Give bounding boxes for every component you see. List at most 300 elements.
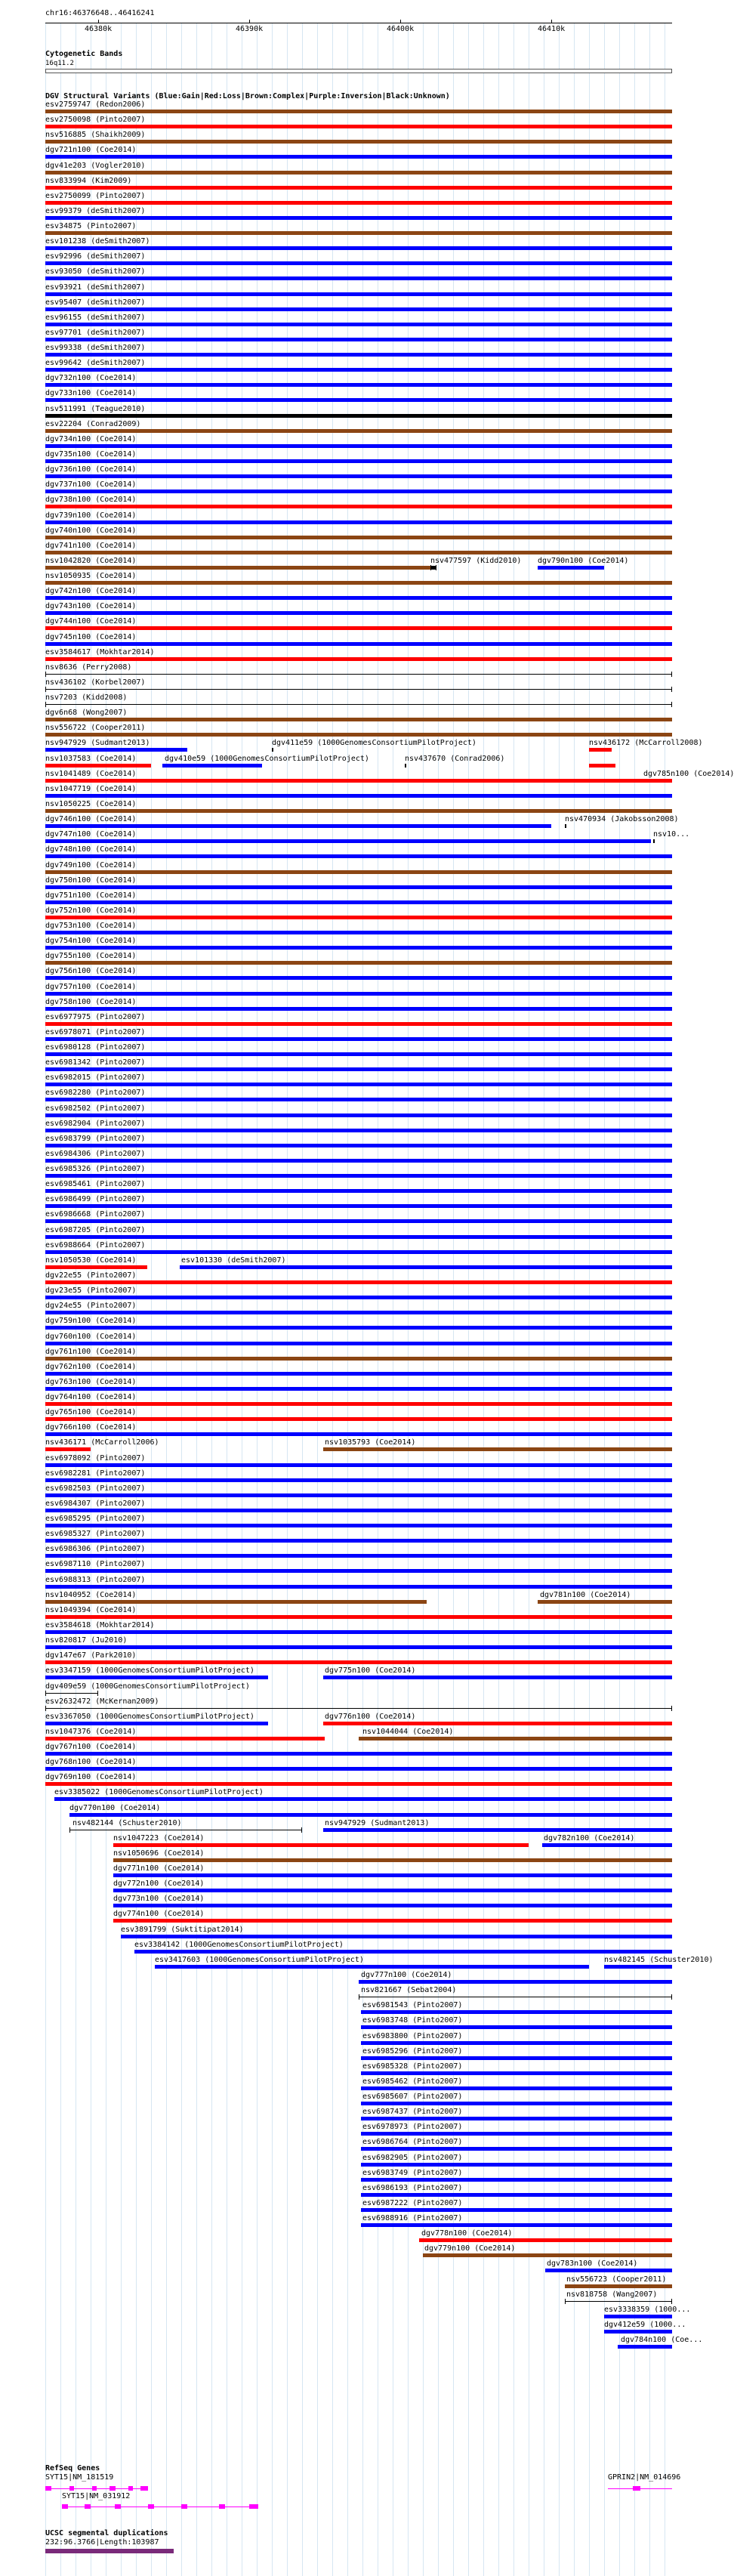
variant-label[interactable]: esv3385022 (1000GenomesConsortiumPilotProject) <box>54 1788 264 1796</box>
variant-label[interactable]: esv6983748 (Pinto2007) <box>362 2016 463 2025</box>
variant-label[interactable]: dgv752n100 (Coe2014) <box>45 907 137 915</box>
variant-bar[interactable] <box>45 642 672 646</box>
variant-label[interactable]: nsv1047223 (Coe2014) <box>113 1834 205 1842</box>
variant-bar[interactable] <box>45 1524 672 1527</box>
variant-label[interactable]: esv6986668 (Pinto2007) <box>45 1210 146 1219</box>
variant-bar[interactable] <box>45 1387 672 1391</box>
variant-label[interactable]: dgv748n100 (Coe2014) <box>45 845 137 854</box>
variant-label[interactable]: esv34875 (Pinto2007) <box>45 222 137 230</box>
variant-label[interactable]: esv101330 (deSmith2007) <box>181 1256 286 1265</box>
variant-label[interactable]: esv3584617 (Mokhtar2014) <box>45 648 155 656</box>
variant-label[interactable]: esv6982015 (Pinto2007) <box>45 1073 146 1082</box>
variant-bar[interactable] <box>361 2147 672 2151</box>
variant-label[interactable]: dgv767n100 (Coe2014) <box>45 1743 137 1751</box>
variant-label[interactable]: esv6983800 (Pinto2007) <box>362 2032 463 2040</box>
variant-bar[interactable] <box>45 976 672 980</box>
cytoband-track-title[interactable]: Cytogenetic Bands <box>45 50 123 58</box>
variant-bar[interactable] <box>45 1554 672 1558</box>
variant-bar[interactable] <box>45 307 672 311</box>
variant-bar[interactable] <box>121 1935 672 1938</box>
segdup-bar[interactable] <box>45 2549 174 2553</box>
variant-label[interactable]: esv2632472 (McKernan2009) <box>45 1697 159 1706</box>
variant-bar[interactable] <box>180 1265 672 1269</box>
variant-bar[interactable] <box>361 2178 672 2182</box>
variant-label[interactable]: dgv770n100 (Coe2014) <box>69 1804 161 1812</box>
variant-bar[interactable] <box>565 2301 672 2302</box>
variant-bar[interactable] <box>134 1950 672 1954</box>
variant-label[interactable]: esv6986764 (Pinto2007) <box>362 2138 463 2146</box>
variant-bar[interactable] <box>45 1478 672 1482</box>
variant-bar[interactable] <box>45 1402 672 1406</box>
refseq-exon[interactable] <box>109 2486 116 2491</box>
variant-label[interactable]: dgv745n100 (Coe2014) <box>45 633 137 641</box>
variant-bar[interactable] <box>45 748 187 752</box>
variant-label[interactable]: esv6984307 (Pinto2007) <box>45 1500 146 1508</box>
variant-bar[interactable] <box>359 1737 672 1740</box>
variant-label[interactable]: esv99379 (deSmith2007) <box>45 207 146 215</box>
variant-label[interactable]: dgv760n100 (Coe2014) <box>45 1333 137 1341</box>
variant-label[interactable]: nsv556722 (Cooper2011) <box>45 724 146 732</box>
refseq-exon[interactable] <box>92 2486 97 2491</box>
variant-label[interactable]: dgv785n100 (Coe2014) <box>643 770 734 778</box>
variant-label[interactable]: dgv773n100 (Coe2014) <box>113 1895 205 1903</box>
variant-label[interactable]: esv99338 (deSmith2007) <box>45 344 146 352</box>
variant-bar[interactable] <box>361 2041 672 2045</box>
variant-bar[interactable] <box>45 338 672 341</box>
variant-label[interactable]: dgv411e59 (1000GenomesConsortiumPilotProject) <box>272 739 476 747</box>
variant-bar[interactable] <box>113 1873 672 1877</box>
variant-label[interactable]: dgv757n100 (Coe2014) <box>45 983 137 991</box>
variant-bar[interactable] <box>45 794 672 798</box>
variant-bar[interactable] <box>604 2330 672 2334</box>
variant-bar[interactable] <box>45 733 672 737</box>
variant-bar[interactable] <box>323 1722 672 1725</box>
variant-bar[interactable] <box>45 429 672 433</box>
variant-bar[interactable] <box>45 885 672 889</box>
refseq-exon[interactable] <box>219 2504 225 2509</box>
variant-label[interactable]: dgv721n100 (Coe2014) <box>45 146 137 154</box>
refseq-gene-label[interactable]: SYT15|NM_181519 <box>45 2473 114 2482</box>
variant-label[interactable]: dgv761n100 (Coe2014) <box>45 1348 137 1356</box>
variant-label[interactable]: esv93050 (deSmith2007) <box>45 267 146 276</box>
variant-label[interactable]: dgv768n100 (Coe2014) <box>45 1758 137 1766</box>
variant-bar[interactable] <box>45 1752 672 1756</box>
variant-bar[interactable] <box>45 1615 672 1619</box>
variant-label[interactable]: nsv1047719 (Coe2014) <box>45 785 137 793</box>
variant-label[interactable]: esv6982502 (Pinto2007) <box>45 1104 146 1113</box>
variant-bar[interactable] <box>45 1372 672 1376</box>
variant-label[interactable]: dgv732n100 (Coe2014) <box>45 374 137 382</box>
variant-label[interactable]: dgv6n68 (Wong2007) <box>45 709 128 717</box>
variant-label[interactable]: esv6985296 (Pinto2007) <box>362 2047 463 2056</box>
variant-bar[interactable] <box>45 398 672 402</box>
refseq-gene-label[interactable]: GPRIN2|NM_014696 <box>608 2473 681 2482</box>
variant-bar[interactable] <box>45 1219 672 1223</box>
variant-bar[interactable] <box>45 824 551 828</box>
variant-label[interactable]: dgv742n100 (Coe2014) <box>45 587 137 595</box>
variant-label[interactable]: dgv738n100 (Coe2014) <box>45 496 137 504</box>
variant-label[interactable]: nsv818758 (Wang2007) <box>566 2290 658 2299</box>
variant-bar[interactable] <box>45 1067 672 1071</box>
variant-bar[interactable] <box>113 1919 672 1923</box>
variant-bar[interactable] <box>45 1676 268 1679</box>
variant-label[interactable]: esv6983799 (Pinto2007) <box>45 1135 146 1143</box>
variant-bar[interactable] <box>604 2315 672 2318</box>
variant-label[interactable]: nsv1050225 (Coe2014) <box>45 800 137 808</box>
variant-label[interactable]: esv6987110 (Pinto2007) <box>45 1560 146 1568</box>
refseq-exon[interactable] <box>140 2486 148 2491</box>
variant-bar[interactable] <box>45 276 672 280</box>
variant-label[interactable]: esv6988916 (Pinto2007) <box>362 2214 463 2222</box>
variant-bar[interactable] <box>405 764 406 768</box>
variant-bar[interactable] <box>45 1113 672 1117</box>
variant-bar[interactable] <box>45 1539 672 1543</box>
refseq-exon[interactable] <box>181 2504 187 2509</box>
variant-bar[interactable] <box>45 1204 672 1208</box>
variant-bar[interactable] <box>323 1447 672 1451</box>
variant-bar[interactable] <box>323 1828 672 1832</box>
variant-bar[interactable] <box>45 1569 672 1573</box>
variant-label[interactable]: dgv777n100 (Coe2014) <box>361 1971 452 1979</box>
variant-bar[interactable] <box>361 2117 672 2120</box>
variant-bar[interactable] <box>45 201 672 205</box>
variant-bar[interactable] <box>45 1645 672 1649</box>
variant-bar[interactable] <box>45 1693 98 1694</box>
variant-bar[interactable] <box>45 1235 672 1239</box>
variant-label[interactable]: esv96155 (deSmith2007) <box>45 314 146 322</box>
variant-bar[interactable] <box>45 1447 91 1451</box>
variant-bar[interactable] <box>45 1311 672 1314</box>
variant-bar[interactable] <box>45 353 672 357</box>
variant-label[interactable]: nsv1037583 (Coe2014) <box>45 755 137 763</box>
variant-bar[interactable] <box>272 748 273 752</box>
variant-bar[interactable] <box>45 916 672 919</box>
variant-bar[interactable] <box>45 261 672 265</box>
variant-label[interactable]: dgv740n100 (Coe2014) <box>45 527 137 535</box>
variant-label[interactable]: dgv735n100 (Coe2014) <box>45 450 137 459</box>
variant-label[interactable]: esv6977975 (Pinto2007) <box>45 1013 146 1021</box>
variant-bar[interactable] <box>45 626 672 630</box>
variant-bar[interactable] <box>361 2208 672 2212</box>
variant-label[interactable]: esv6985326 (Pinto2007) <box>45 1165 146 1173</box>
variant-bar[interactable] <box>45 1630 672 1634</box>
variant-bar[interactable] <box>45 110 672 113</box>
variant-label[interactable]: esv6985461 (Pinto2007) <box>45 1180 146 1188</box>
variant-label[interactable]: esv6986306 (Pinto2007) <box>45 1545 146 1553</box>
variant-label[interactable]: dgv743n100 (Coe2014) <box>45 602 137 610</box>
variant-bar[interactable] <box>45 444 672 448</box>
variant-bar[interactable] <box>45 779 672 783</box>
variant-bar[interactable] <box>113 1889 672 1892</box>
variant-bar[interactable] <box>323 1676 672 1679</box>
variant-label[interactable]: esv6981543 (Pinto2007) <box>362 2001 463 2009</box>
variant-label[interactable]: nsv1050696 (Coe2014) <box>113 1849 205 1858</box>
variant-label[interactable]: dgv750n100 (Coe2014) <box>45 876 137 885</box>
variant-label[interactable]: esv99642 (deSmith2007) <box>45 359 146 367</box>
variant-bar[interactable] <box>359 1980 672 1984</box>
variant-label[interactable]: esv6982905 (Pinto2007) <box>362 2154 463 2162</box>
variant-label[interactable]: dgv775n100 (Coe2014) <box>325 1666 416 1675</box>
variant-bar[interactable] <box>162 764 262 768</box>
variant-bar[interactable] <box>45 689 672 690</box>
variant-bar[interactable] <box>361 2010 672 2014</box>
variant-bar[interactable] <box>45 1129 672 1132</box>
variant-label[interactable]: dgv758n100 (Coe2014) <box>45 998 137 1006</box>
variant-label[interactable]: dgv765n100 (Coe2014) <box>45 1408 137 1416</box>
variant-bar[interactable] <box>45 323 672 326</box>
variant-bar[interactable] <box>45 1509 672 1512</box>
variant-bar[interactable] <box>45 292 672 296</box>
variant-label[interactable]: nsv437670 (Conrad2006) <box>405 755 505 763</box>
variant-bar[interactable] <box>538 566 604 570</box>
variant-bar[interactable] <box>589 748 612 752</box>
variant-bar[interactable] <box>419 2238 672 2242</box>
variant-bar[interactable] <box>45 505 672 508</box>
variant-bar[interactable] <box>45 1782 672 1786</box>
variant-label[interactable]: dgv779n100 (Coe2014) <box>424 2244 516 2253</box>
variant-label[interactable]: esv6982281 (Pinto2007) <box>45 1469 146 1478</box>
refseq-exon[interactable] <box>62 2504 68 2509</box>
variant-bar[interactable] <box>45 1159 672 1163</box>
variant-label[interactable]: dgv41e203 (Vogler2010) <box>45 162 146 170</box>
variant-label[interactable]: dgv756n100 (Coe2014) <box>45 967 137 975</box>
variant-label[interactable]: esv3367050 (1000GenomesConsortiumPilotProject) <box>45 1713 254 1721</box>
variant-label[interactable]: dgv741n100 (Coe2014) <box>45 542 137 550</box>
variant-bar[interactable] <box>45 551 672 554</box>
variant-label[interactable]: dgv410e59 (1000GenomesConsortiumPilotProject) <box>165 755 369 763</box>
variant-bar[interactable] <box>361 2102 672 2105</box>
variant-bar[interactable] <box>45 246 672 250</box>
variant-bar[interactable] <box>45 1174 672 1178</box>
variant-label[interactable]: nsv1044044 (Coe2014) <box>362 1728 454 1736</box>
variant-bar[interactable] <box>113 1843 529 1847</box>
variant-bar[interactable] <box>45 155 672 159</box>
variant-bar[interactable] <box>361 2193 672 2197</box>
variant-label[interactable]: dgv147e67 (Park2010) <box>45 1651 137 1660</box>
variant-label[interactable]: dgv763n100 (Coe2014) <box>45 1378 137 1386</box>
variant-bar[interactable] <box>45 231 672 235</box>
variant-label[interactable]: esv6988313 (Pinto2007) <box>45 1576 146 1584</box>
variant-label[interactable]: esv6988664 (Pinto2007) <box>45 1241 146 1249</box>
variant-label[interactable]: nsv436172 (McCarroll2008) <box>589 739 703 747</box>
variant-bar[interactable] <box>604 1965 672 1969</box>
variant-label[interactable]: esv6981342 (Pinto2007) <box>45 1058 146 1067</box>
variant-bar[interactable] <box>45 1585 672 1589</box>
variant-bar[interactable] <box>45 1767 672 1771</box>
variant-bar[interactable] <box>45 992 672 996</box>
variant-label[interactable]: dgv23e55 (Pinto2007) <box>45 1286 137 1295</box>
variant-label[interactable]: nsv1041489 (Coe2014) <box>45 770 137 778</box>
variant-label[interactable]: nsv1050530 (Coe2014) <box>45 1256 137 1265</box>
refseq-exon[interactable] <box>69 2486 74 2491</box>
variant-label[interactable]: esv3384142 (1000GenomesConsortiumPilotProject) <box>134 1941 344 1949</box>
variant-label[interactable]: nsv833994 (Kim2009) <box>45 177 132 185</box>
variant-bar[interactable] <box>45 1265 147 1269</box>
refseq-exon[interactable] <box>85 2504 91 2509</box>
variant-label[interactable]: dgv778n100 (Coe2014) <box>421 2229 513 2238</box>
variant-label[interactable]: nsv482145 (Schuster2010) <box>604 1956 714 1964</box>
variant-bar[interactable] <box>45 674 672 675</box>
variant-label[interactable]: dgv753n100 (Coe2014) <box>45 922 137 930</box>
segdup-label[interactable]: 232:96.3766|Length:103987 <box>45 2538 159 2547</box>
refseq-exon[interactable] <box>45 2486 51 2491</box>
variant-bar[interactable] <box>45 125 672 128</box>
variant-bar[interactable] <box>565 824 566 828</box>
variant-bar[interactable] <box>45 854 672 858</box>
variant-label[interactable]: dgv783n100 (Coe2014) <box>547 2259 638 2268</box>
variant-label[interactable]: esv93921 (deSmith2007) <box>45 283 146 292</box>
variant-label[interactable]: esv6982904 (Pinto2007) <box>45 1120 146 1128</box>
variant-bar[interactable] <box>545 2269 672 2272</box>
variant-bar[interactable] <box>45 520 672 524</box>
variant-label[interactable]: esv2750099 (Pinto2007) <box>45 192 146 200</box>
variant-label[interactable]: dgv781n100 (Coe2014) <box>540 1591 631 1599</box>
variant-label[interactable]: esv101238 (deSmith2007) <box>45 237 150 246</box>
variant-bar[interactable] <box>45 1432 672 1436</box>
variant-label[interactable]: nsv1047376 (Coe2014) <box>45 1728 137 1736</box>
variant-label[interactable]: esv6987205 (Pinto2007) <box>45 1226 146 1234</box>
variant-label[interactable]: dgv733n100 (Coe2014) <box>45 389 137 397</box>
variant-bar[interactable] <box>45 1493 672 1497</box>
variant-label[interactable]: esv95407 (deSmith2007) <box>45 298 146 307</box>
variant-label[interactable]: esv6987222 (Pinto2007) <box>362 2199 463 2207</box>
variant-bar[interactable] <box>45 1007 672 1011</box>
variant-bar[interactable] <box>361 2056 672 2060</box>
variant-label[interactable]: dgv774n100 (Coe2014) <box>113 1910 205 1918</box>
variant-bar[interactable] <box>45 414 672 418</box>
refseq-exon[interactable] <box>249 2504 258 2509</box>
variant-bar[interactable] <box>45 186 672 190</box>
variant-label[interactable]: dgv412e59 (1000... <box>604 2321 686 2329</box>
variant-bar[interactable] <box>45 704 672 705</box>
variant-label[interactable]: nsv556723 (Cooper2011) <box>566 2275 667 2284</box>
variant-bar[interactable] <box>155 1965 589 1969</box>
variant-bar[interactable] <box>45 1098 672 1101</box>
variant-label[interactable]: esv6985327 (Pinto2007) <box>45 1530 146 1538</box>
variant-label[interactable]: dgv764n100 (Coe2014) <box>45 1393 137 1401</box>
variant-bar[interactable] <box>565 2284 672 2288</box>
variant-label[interactable]: esv6983749 (Pinto2007) <box>362 2169 463 2177</box>
variant-bar[interactable] <box>45 1357 672 1361</box>
variant-label[interactable]: nsv821667 (Sebat2004) <box>361 1986 457 1994</box>
variant-bar[interactable] <box>589 764 615 768</box>
variant-label[interactable]: nsv511991 (Teague2010) <box>45 405 146 413</box>
variant-label[interactable]: nsv1049394 (Coe2014) <box>45 1606 137 1614</box>
variant-bar[interactable] <box>45 931 672 934</box>
variant-label[interactable]: nsv820817 (Ju2010) <box>45 1636 128 1645</box>
variant-label[interactable]: dgv751n100 (Coe2014) <box>45 891 137 900</box>
dgv-track-title[interactable]: DGV Structural Variants (Blue:Gain|Red:Loss|Brown:Complex|Purple:Inversion|Black:Unknown) <box>45 92 450 100</box>
variant-label[interactable]: dgv24e55 (Pinto2007) <box>45 1302 137 1310</box>
variant-label[interactable]: dgv747n100 (Coe2014) <box>45 830 137 839</box>
variant-label[interactable]: dgv771n100 (Coe2014) <box>113 1864 205 1873</box>
variant-label[interactable]: esv6978973 (Pinto2007) <box>362 2123 463 2131</box>
variant-label[interactable]: nsv436171 (McCarroll2006) <box>45 1438 159 1447</box>
variant-label[interactable]: nsv516885 (Shaikh2009) <box>45 131 146 139</box>
variant-bar[interactable] <box>361 2163 672 2167</box>
variant-label[interactable]: nsv7203 (Kidd2008) <box>45 693 128 702</box>
variant-bar[interactable] <box>361 2132 672 2136</box>
variant-bar[interactable] <box>45 718 672 721</box>
variant-bar[interactable] <box>45 383 672 387</box>
variant-label[interactable]: esv6980128 (Pinto2007) <box>45 1043 146 1052</box>
variant-label[interactable]: esv6985462 (Pinto2007) <box>362 2077 463 2086</box>
variant-label[interactable]: esv3891799 (Suktitipat2014) <box>121 1926 244 1934</box>
variant-label[interactable]: esv6985607 (Pinto2007) <box>362 2093 463 2101</box>
variant-label[interactable]: dgv744n100 (Coe2014) <box>45 617 137 625</box>
variant-label[interactable]: esv3338359 (1000... <box>604 2306 691 2314</box>
variant-label[interactable]: esv6986193 (Pinto2007) <box>362 2184 463 2192</box>
variant-bar[interactable] <box>113 1904 672 1907</box>
variant-label[interactable]: nsv947929 (Sudmant2013) <box>325 1819 430 1827</box>
refseq-exon[interactable] <box>633 2486 640 2491</box>
variant-bar[interactable] <box>45 490 672 493</box>
variant-bar[interactable] <box>45 1189 672 1193</box>
variant-label[interactable]: esv6982280 (Pinto2007) <box>45 1089 146 1097</box>
variant-bar[interactable] <box>45 566 430 570</box>
variant-label[interactable]: esv92996 (deSmith2007) <box>45 252 146 261</box>
variant-bar[interactable] <box>45 1022 672 1026</box>
variant-label[interactable]: dgv776n100 (Coe2014) <box>325 1713 416 1721</box>
variant-label[interactable]: esv6982503 (Pinto2007) <box>45 1484 146 1493</box>
variant-label[interactable]: dgv749n100 (Coe2014) <box>45 861 137 869</box>
variant-label[interactable]: dgv759n100 (Coe2014) <box>45 1317 137 1325</box>
variant-label[interactable]: nsv436102 (Korbel2007) <box>45 678 146 687</box>
variant-bar[interactable] <box>45 581 672 585</box>
variant-bar[interactable] <box>45 1144 672 1147</box>
variant-label[interactable]: esv2750098 (Pinto2007) <box>45 116 146 124</box>
variant-label[interactable]: dgv734n100 (Coe2014) <box>45 435 137 443</box>
variant-bar[interactable] <box>45 1052 672 1056</box>
variant-bar[interactable] <box>113 1858 672 1862</box>
variant-label[interactable]: dgv736n100 (Coe2014) <box>45 465 137 474</box>
variant-label[interactable]: nsv1035793 (Coe2014) <box>325 1438 416 1447</box>
variant-label[interactable]: esv6978092 (Pinto2007) <box>45 1454 146 1463</box>
variant-bar[interactable] <box>45 764 151 768</box>
variant-label[interactable]: dgv739n100 (Coe2014) <box>45 511 137 520</box>
variant-bar[interactable] <box>361 2223 672 2227</box>
variant-label[interactable]: dgv754n100 (Coe2014) <box>45 937 137 945</box>
variant-bar[interactable] <box>45 1660 672 1664</box>
refseq-exon[interactable] <box>128 2486 133 2491</box>
variant-bar[interactable] <box>69 1813 672 1817</box>
variant-bar[interactable] <box>45 1600 427 1604</box>
variant-bar[interactable] <box>361 2086 672 2090</box>
variant-label[interactable]: dgv769n100 (Coe2014) <box>45 1773 137 1781</box>
variant-label[interactable]: esv22204 (Conrad2009) <box>45 420 141 428</box>
variant-label[interactable]: nsv470934 (Jakobsson2008) <box>565 815 679 823</box>
variant-bar[interactable] <box>45 611 672 615</box>
variant-label[interactable]: dgv409e59 (1000GenomesConsortiumPilotProject) <box>45 1682 250 1691</box>
variant-bar[interactable] <box>45 1417 672 1421</box>
variant-bar[interactable] <box>361 2025 672 2029</box>
variant-bar[interactable] <box>45 946 672 950</box>
variant-bar[interactable] <box>45 839 651 843</box>
variant-bar[interactable] <box>45 1037 672 1041</box>
variant-bar[interactable] <box>538 1600 672 1604</box>
variant-label[interactable]: esv6978071 (Pinto2007) <box>45 1028 146 1036</box>
variant-label[interactable]: esv3347159 (1000GenomesConsortiumPilotProject) <box>45 1666 254 1675</box>
variant-label[interactable]: dgv755n100 (Coe2014) <box>45 952 137 960</box>
variant-bar[interactable] <box>45 1280 672 1284</box>
variant-label[interactable]: dgv772n100 (Coe2014) <box>113 1879 205 1888</box>
variant-label[interactable]: esv97701 (deSmith2007) <box>45 329 146 337</box>
variant-bar[interactable] <box>45 1296 672 1299</box>
variant-label[interactable]: nsv482144 (Schuster2010) <box>72 1819 182 1827</box>
variant-bar[interactable] <box>45 1083 672 1086</box>
variant-bar[interactable] <box>45 1737 325 1740</box>
variant-bar[interactable] <box>45 368 672 372</box>
